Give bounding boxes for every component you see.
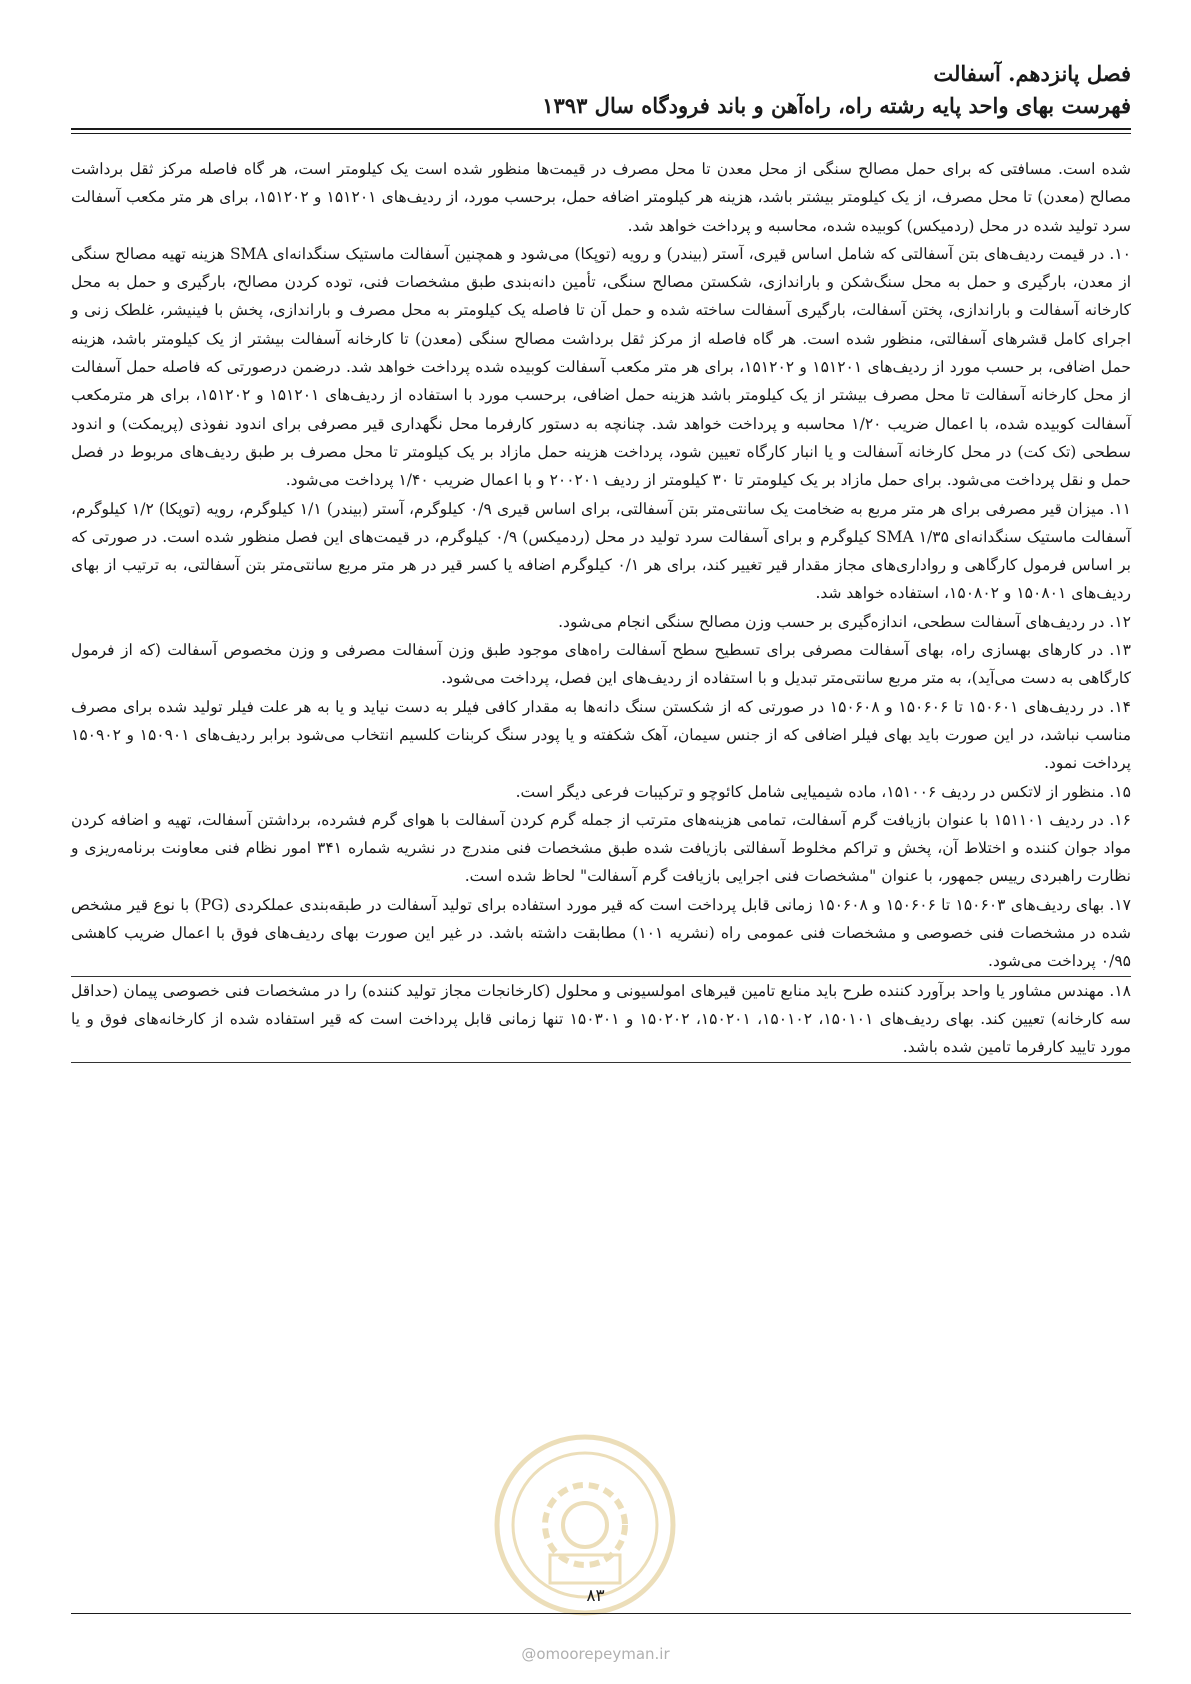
header-rule-thin (71, 133, 1131, 134)
page-body (71, 155, 1131, 1063)
paragraph-12: ۱۲. در ردیف‌های آسفالت سطحی، اندازه‌گیری بر حسب وزن مصالح سنگی انجام می‌شود. (558, 612, 1131, 631)
chapter-title: فصل پانزدهم. آسفالت (933, 61, 1131, 86)
paragraph-15: ۱۵. منظور از لاتکس در ردیف ۱۵۱۰۰۶، ماده شیمیایی شامل کائوچو و ترکیبات فرعی دیگر است. (515, 782, 1131, 801)
footer-rule (71, 1613, 1131, 1614)
document-subtitle: فهرست بهای واحد پایه رشته راه، راه‌آهن و باند فرودگاه سال ۱۳۹۳ (542, 93, 1131, 118)
paragraph-17: ۱۷. بهای ردیف‌های ۱۵۰۶۰۳ تا ۱۵۰۶۰۶ و ۱۵۰۶۰۸ زمانی قابل پرداخت است که قیر مورد استفاده برای تولید آسفالت در طبقه‌بندی عملکردی (PG) با نوع قیر مشخص شده در مشخصات فنی خصوصی و مشخصات فنی عمومی راه (نشریه ۱۰۱) مطابقت داشته باشد. در غیر این صورت بهای ردیف‌های فوق با اعمال ضریب کاهشی ۰/۹۵ پرداخت می‌شود. (71, 891, 1131, 977)
paragraph-14: ۱۴. در ردیف‌های ۱۵۰۶۰۱ تا ۱۵۰۶۰۶ و ۱۵۰۶۰۸ در صورتی که از شکستن سنگ دانه‌ها به مقدار کافی فیلر به دست نیاید و یا به هر علت فیلر تولید شده برای مصرف مناسب نباشد، در این صورت باید بهای فیلر اضافی که از جنس سیمان، آهک شکفته و یا پودر سنگ کربنات کلسیم انتخاب می‌شود برابر ردیف‌های ۱۵۰۹۰۱ و ۱۵۰۹۰۲ پرداخت نمود. (71, 697, 1132, 773)
paragraph-continued: شده است. مسافتی که برای حمل مصالح سنگی از محل معدن تا محل مصرف در قیمت‌ها منظور شده است یک کیلومتر است، هر گاه فاصله مرکز ثقل برداشت مصالح (معدن) تا محل مصرف، از یک کیلومتر بیشتر باشد، هزینه هر کیلومتر اضافه حمل، برحسب مورد، از ردیف‌های ۱۵۱۲۰۱ و ۱۵۱۲۰۲، برای هر متر مکعب آسفالت سرد تولید شده در محل (ردمیکس) کوبیده شده، محاسبه و پرداخت خواهد شد. (71, 160, 1131, 235)
page-number: ۸۳ (586, 1586, 605, 1606)
paragraph-16: ۱۶. در ردیف ۱۵۱۱۰۱ با عنوان بازیافت گرم آسفالت، تمامی هزینه‌های مترتب از جمله گرم کردن آسفالت با هوای گرم فشرده، برداشتن آسفالت، تهیه و اضافه کردن مواد جوان کننده و اختلاط آن، پخش و تراکم مخلوط آسفالتی بازیافت شده طبق مشخصات فنی مندرج در نشریه شماره ۳۴۱ امور نظام فنی معاونت برنامه‌ریزی و نظارت راهبردی رییس جمهور، با عنوان "مشخصات فنی اجرایی بازیافت گرم آسفالت" لحاظ شده است. (71, 810, 1132, 886)
site-watermark: @omoorepeyman.ir (521, 1645, 670, 1663)
paragraph-10: ۱۰. در قیمت ردیف‌های بتن آسفالتی که شامل اساس قیری، آستر (بیندر) و رویه (توپکا) می‌شود و همچنین آسفالت ماستیک سنگدانه‌ای SMA هزینه تهیه مصالح سنگی از معدن، بارگیری و حمل به محل سنگ‌شکن و باراندازی، شکستن مصالح سنگی، تأمین دانه‌بندی طبق مشخصات فنی، توده کردن مصالح، بارگیری و حمل به محل کارخانه آسفالت و باراندازی، پختن آسفالت، بارگیری آسفالت ساخته شده و حمل آن تا فاصله یک کیلومتر به محل مصرف و باراندازی، پخش با فینیشر، غلطک زنی و اجرای کامل قشرهای آسفالتی، منظور شده است. هر گاه فاصله از مرکز ثقل برداشت مصالح سنگی (معدن) تا کارخانه آسفالت بیشتر از یک کیلومتر باشد، هزینه حمل اضافی، بر حسب مورد از ردیف‌های ۱۵۱۲۰۱ و ۱۵۱۲۰۲، برای هر متر مکعب آسفالت کوبیده شده پرداخت خواهد شد. درضمن درصورتی که فاصله حمل آسفالت از محل کارخانه آسفالت تا محل مصرف بیشتر از یک کیلومتر باشد هزینه حمل اضافی، برحسب مورد با استفاده از ردیف‌های ۱۵۱۲۰۱ و ۱۵۱۲۰۲، برای هر مترمکعب آسفالت کوبیده شده، با اعمال ضریب ۱/۲۰ محاسبه و پرداخت خواهد شد. چنانچه به دستور کارفرما محل نگهداری قیر مصرفی برای اندود نفوذی (پریمکت) و اندود سطحی (تک کت) در محل کارخانه آسفالت و یا انبار کارگاه تعیین شود، پرداخت هزینه حمل مازاد بر یک کیلومتر تا محل مصرف بر طبق ردیف‌های مربوط در فصل حمل و نقل پرداخت می‌شود. برای حمل مازاد بر یک کیلومتر تا ۳۰ کیلومتر از ردیف ۲۰۰۲۰۱ و با اعمال ضریب ۱/۴۰ پرداخت می‌شود. (71, 244, 1132, 490)
page-header (71, 58, 1131, 122)
header-rule-thick (71, 128, 1131, 130)
paragraph-13: ۱۳. در کارهای بهسازی راه، بهای آسفالت مصرفی برای تسطیح سطح آسفالت راه‌های موجود طبق وزن آسفالت مصرفی و وزن مخصوص آسفالت (که از فرمول کارگاهی به دست می‌آید)، به متر مربع سانتی‌متر تبدیل و با استفاده از ردیف‌های این فصل، پرداخت می‌شود. (71, 641, 1131, 688)
paragraph-18: ۱۸. مهندس مشاور یا واحد برآورد کننده طرح باید منابع تامین قیرهای امولسیونی و محلول (کارخانجات مجاز تولید کننده) را در مشخصات فنی خصوصی پیمان (حداقل سه کارخانه) تعیین کند. بهای ردیف‌های ۱۵۰۱۰۱، ۱۵۰۱۰۲، ۱۵۰۲۰۱، ۱۵۰۲۰۲ و ۱۵۰۳۰۱ تنها زمانی قابل پرداخت است که قیر استفاده شده از کارخانه‌های فوق و یا مورد تایید کارفرما تامین شده باشد. (71, 977, 1131, 1063)
paragraph-11: ۱۱. میزان قیر مصرفی برای هر متر مربع به ضخامت یک سانتی‌متر بتن آسفالتی، برای اساس قیری ۰/۹ کیلوگرم، آستر (بیندر) ۱/۱ کیلوگرم، رویه (توپکا) ۱/۲ کیلوگرم، آسفالت ماستیک سنگدانه‌ای SMA ۱/۳۵ کیلوگرم و برای آسفالت سرد تولید در محل (ردمیکس) ۰/۹ کیلوگرم، در قیمت‌های این فصل منظور شده است. در صورتی که بر اساس فرمول کارگاهی و رواداری‌های مجاز مقدار قیر تغییر کند، برای هر ۰/۱ کیلوگرم اضافه یا کسر قیر در هر متر مربع سانتی‌متر بتن آسفالتی، به ترتیب از بهای ردیف‌های ۱۵۰۸۰۱ و ۱۵۰۸۰۲، استفاده خواهد شد. (71, 499, 1132, 603)
